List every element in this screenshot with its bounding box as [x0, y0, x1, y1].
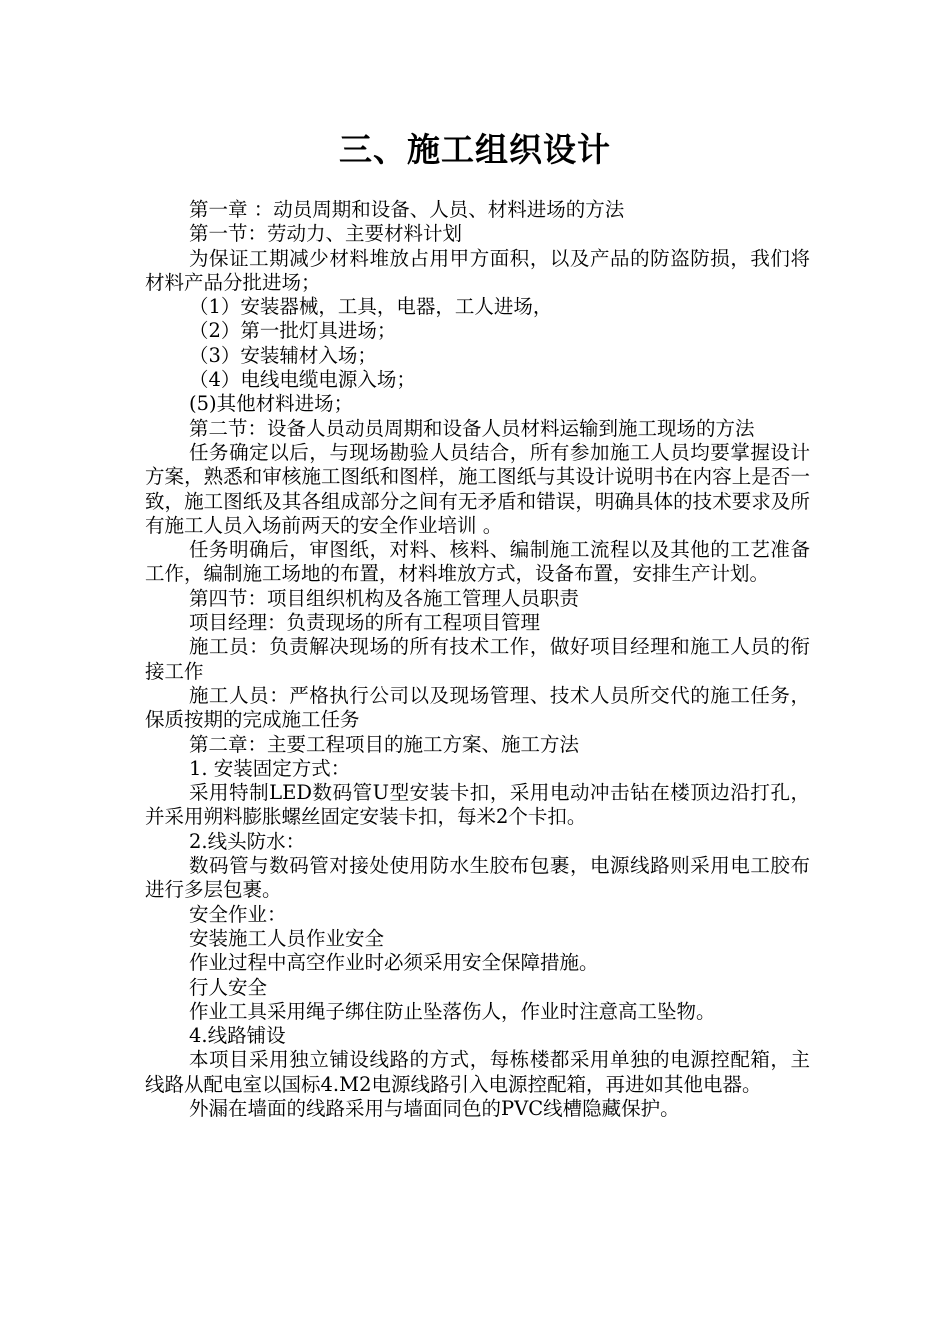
paragraph: 安装施工人员作业安全 — [189, 926, 385, 950]
list-item: (5)其他材料进场； — [189, 392, 354, 416]
paragraph: 行人安全 — [189, 975, 268, 999]
paragraph: 项目经理：负责现场的所有工程项目管理 — [189, 611, 541, 635]
paragraph: 数码管与数码管对接处使用防水生胶布包裹，电源线路则采用电工胶布进行多层包裹。 — [145, 854, 810, 902]
list-item: （2）第一批灯具进场； — [189, 319, 397, 343]
subheading: 4.线路铺设 — [189, 1024, 286, 1048]
paragraph: 施工员：负责解决现场的所有技术工作，做好项目经理和施工人员的衔接工作 — [145, 635, 810, 683]
section-1-heading: 第一节：劳动力、主要材料计划 — [189, 222, 463, 246]
chapter-2-heading: 第二章：主要工程项目的施工方案、施工方法 — [189, 732, 580, 756]
paragraph: 作业过程中高空作业时必须采用安全保障措施。 — [189, 951, 599, 975]
paragraph: 任务明确后，审图纸，对料、核料、编制施工流程以及其他的工艺准备工作，编制施工场地的布置，材料堆放方式，设备布置，安排生产计划。 — [145, 538, 810, 586]
paragraph: 外漏在墙面的线路采用与墙面同色的PVC线槽隐藏保护。 — [189, 1096, 680, 1120]
paragraph: 作业工具采用绳子绑住防止坠落伤人，作业时注意高工坠物。 — [189, 999, 716, 1023]
subheading: 安全作业： — [189, 902, 287, 926]
subheading: 1. 安装固定方式： — [189, 756, 351, 780]
paragraph: 本项目采用独立铺设线路的方式，每栋楼都采用单独的电源控配箱，主线路从配电室以国标4.M2电源线路引入电源控配箱，再进如其他电器。 — [145, 1048, 810, 1096]
list-item: （4）电线电缆电源入场； — [189, 368, 416, 392]
list-item: （3）安装辅材入场； — [189, 343, 377, 367]
subheading: 2.线头防水： — [189, 829, 306, 853]
section-2-heading: 第二节：设备人员动员周期和设备人员材料运输到施工现场的方法 — [189, 416, 755, 440]
document-body — [145, 198, 810, 1121]
page-title: 三、施工组织设计 — [339, 130, 611, 169]
section-4-heading: 第四节：项目组织机构及各施工管理人员职责 — [189, 586, 580, 610]
paragraph: 为保证工期减少材料堆放占用甲方面积，以及产品的防盗防损，我们将材料产品分批进场； — [145, 246, 810, 294]
paragraph: 施工人员：严格执行公司以及现场管理、技术人员所交代的施工任务，保质按期的完成施工任务 — [145, 683, 810, 732]
chapter-1-heading: 第一章 ：动员周期和设备、人员、材料进场的方法 — [189, 198, 625, 221]
paragraph: 任务确定以后，与现场勘验人员结合，所有参加施工人员均要掌握设计方案，熟悉和审核施工图纸和图样，施工图纸与其设计说明书在内容上是否一致，施工图纸及其各组成部分之间有无矛盾和错误，明确具体的技术要求及所有施工人员入场前两天的安全作业培训 。 — [145, 440, 810, 537]
list-item: （1）安装器械，工具，电器，工人进场， — [189, 295, 553, 319]
paragraph: 采用特制LED数码管U型安装卡扣，采用电动冲击钻在楼顶边沿打孔，并采用朔料膨胀螺丝固定安装卡扣，每米2个卡扣。 — [145, 781, 810, 829]
